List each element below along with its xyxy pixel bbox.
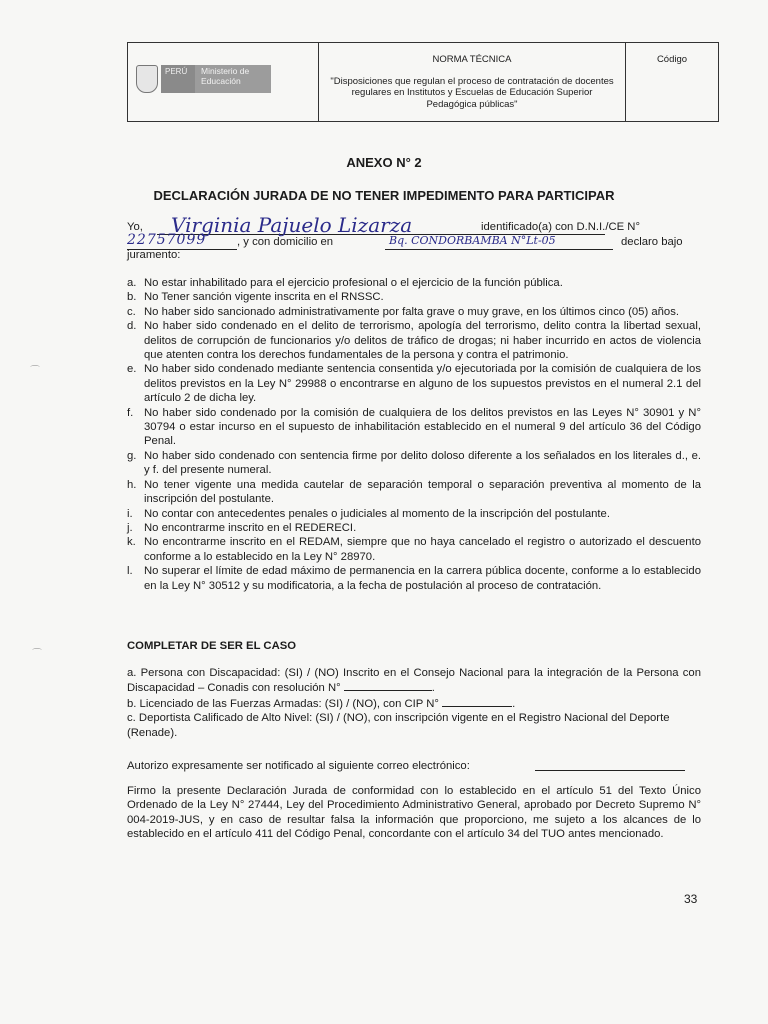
item-text: No superar el límite de edad máximo de permanencia en la carrera pública docente, conforme a lo establecido en la Ley N° 30512 y su modificatoria, a la fecha de postulación al proceso de contratación.: [144, 565, 701, 592]
item-letter: e.: [127, 363, 137, 376]
item-text: No haber sido condenado mediante sentencia consentida y/o ejecutoriada por la comisión de cualquiera de los delitos previstos en la Ley N° 29988 o encontrarse en alguno de los supuestos previstos en el numeral 2.1 del artículo 2 de dicha ley.: [144, 363, 701, 405]
declaration-title: DECLARACIÓN JURADA DE NO TENER IMPEDIMENTO PARA PARTICIPAR: [153, 188, 615, 203]
complete-item-c: c. Deportista Calificado de Alto Nivel: (SI) / (NO), con inscripción vigente en el Registro Nacional del Deporte (Renade).: [127, 712, 670, 739]
item-text: No contar con antecedentes penales o judiciales al momento de la inscripción del postulante.: [144, 507, 610, 520]
intro-yo: Yo,: [127, 221, 143, 233]
item-text: No encontrarme inscrito en el REDAM, siempre que no haya cancelado el registro o autorizado el descuento conforme a lo establecido en la Ley N° 28970.: [144, 536, 701, 563]
coat-of-arms-icon: [136, 65, 158, 93]
email-authorization: Autorizo expresamente ser notificado al siguiente correo electrónico:: [127, 760, 470, 772]
impediment-item: [127, 564, 701, 593]
annex-title: ANEXO N° 2: [346, 155, 422, 170]
closing-paragraph: Firmo la presente Declaración Jurada de conformidad con lo establecido en el artículo 51 del Texto Único Ordenado de la Ley N° 27444, Ley del Procedimiento Administrativo General, aprobado por Decreto Supremo N° 004-2019-JUS, y en caso de resultar falsa la información que proporciono, me sujeto a los alcances de lo establecido en el artículo 411 del Código Penal, concordante con el artículo 34 del TUO antes mencionado.: [127, 785, 701, 841]
intro-oath: juramento:: [127, 249, 181, 261]
item-text: No haber sido condenado en el delito de terrorismo, apología del terrorismo, delito contra la libertad sexual, delitos de corrupción de funcionarios y/o delitos de tráfico de drogas; ni haber incurrido en actos de violencia que atenten contra los derechos fundamentales de la persona y contra el patrimonio.: [144, 320, 701, 362]
scan-mark-left: ⌒: [30, 366, 40, 377]
intro-domicile: , y con domicilio en: [237, 236, 334, 248]
conadis-resolution-blank: [344, 680, 432, 691]
item-text: No tener vigente una medida cautelar de separación temporal o separación preventiva al momento de la inscripción del postulante.: [144, 478, 701, 506]
norm-description: "Disposiciones que regulan el proceso de contratación de docentes regulares en Institutos y Escuelas de Educación Superior Pedagógica públicas": [330, 76, 614, 110]
code-cell: Código: [656, 54, 688, 65]
impediment-item: [127, 276, 701, 290]
complete-item-b: b. Licenciado de las Fuerzas Armadas: (SI) / (NO), con CIP N°: [127, 697, 439, 710]
logo-cell: [128, 43, 319, 121]
complete-section-heading: COMPLETAR DE SER EL CASO: [127, 640, 297, 652]
complete-section-items: a. Persona con Discapacidad: (SI) / (NO) Inscrito en el Consejo Nacional para la integración de la Persona con Discapacidad – Conadis con resolución N° . b. Licenciado de las Fuerzas Armadas: (SI) / (NO), con CIP N° . c. Deportista Calificado de Alto Nivel: (SI) / (NO), con inscripción vigente en el Registro Nacional del Deporte (Renade).: [127, 667, 701, 739]
norm-cell: [319, 43, 626, 121]
handwritten-dni: 22757099: [127, 232, 207, 248]
item-letter: f.: [127, 406, 134, 419]
item-letter: i.: [127, 507, 133, 520]
impediment-item: [127, 305, 701, 319]
cip-blank: [442, 696, 512, 707]
item-text: No haber sido condenado por la comisión de cualquiera de los delitos previstos en las Leyes N° 30901 y N° 30794 o estar incurso en el supuesto de inhabilitación establecido en el numeral 9 del artículo 36 del Código Penal.: [144, 406, 701, 448]
item-text: No haber sido condenado con sentencia firme por delito doloso diferente a los señalados en los literales d., e. y f. del presente numeral.: [144, 449, 701, 477]
item-letter: b.: [127, 291, 137, 304]
item-letter: k.: [127, 536, 136, 549]
handwritten-address: Bq. CONDORBAMBA N°Lt-05: [389, 234, 556, 247]
impediment-item: [127, 478, 701, 507]
item-text: No estar inhabilitado para el ejercicio profesional o el ejercicio de la función pública.: [144, 277, 563, 289]
item-letter: d.: [127, 320, 137, 333]
item-letter: g.: [127, 449, 137, 462]
impediment-item: [127, 507, 701, 521]
scan-mark-left-2: ⌒: [32, 649, 42, 660]
header-table: [127, 42, 719, 122]
impediment-item: [127, 319, 701, 362]
intro-declare: declaro bajo: [621, 236, 683, 248]
impediment-item: [127, 362, 701, 405]
item-letter: a.: [127, 277, 137, 289]
item-text: No Tener sanción vigente inscrita en el RNSSC.: [144, 291, 384, 304]
impediment-item: [127, 535, 701, 564]
impediment-item: [127, 521, 701, 535]
intro-identified: identificado(a) con D.N.I./CE N°: [481, 221, 640, 233]
item-letter: j.: [127, 521, 133, 534]
norm-label: NORMA TÉCNICA: [432, 54, 512, 65]
logo-ministry: Ministerio de Educación: [195, 65, 271, 93]
impediment-item: [127, 290, 701, 304]
item-letter: l.: [127, 565, 133, 578]
item-text: No encontrarme inscrito en el REDERECI.: [144, 521, 357, 534]
ministry-logo: [136, 65, 271, 93]
item-letter: c.: [127, 305, 136, 318]
complete-item-a: a. Persona con Discapacidad: (SI) / (NO) Inscrito en el Consejo Nacional para la integración de la Persona con Discapacidad – Conadis con resolución N°: [127, 667, 701, 695]
item-letter: h.: [127, 478, 137, 491]
email-blank: [535, 770, 685, 771]
impediment-item: [127, 449, 701, 478]
handwritten-name: Virginia Pajuelo Lizarza: [171, 213, 413, 237]
logo-peru: PERÚ: [161, 65, 195, 93]
page-number: 33: [684, 892, 698, 906]
item-text: No haber sido sancionado administrativamente por falta grave o muy grave, en los últimos cinco (05) años.: [144, 305, 679, 318]
impediments-list: [127, 276, 701, 593]
impediment-item: [127, 406, 701, 449]
email-row: [127, 759, 701, 773]
